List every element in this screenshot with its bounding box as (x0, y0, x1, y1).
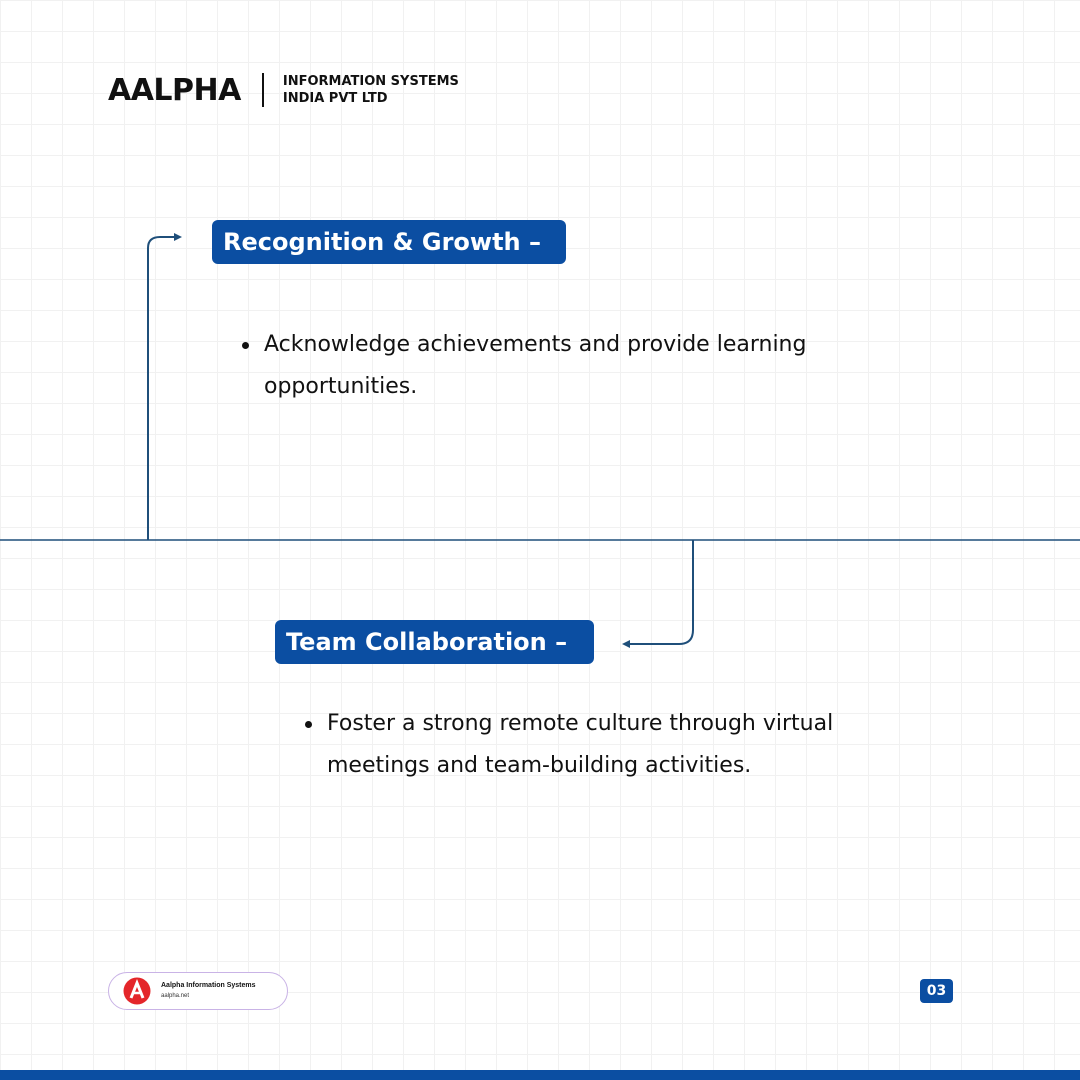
footer-company-card[interactable] (108, 972, 288, 1010)
arrow-line-2 (630, 540, 693, 644)
footer-website-link[interactable]: aalpha.net (161, 993, 190, 999)
list-item (305, 703, 885, 787)
bullet-text: Acknowledge achievements and provide learning opportunities. (264, 332, 807, 399)
arrow-head-right-icon (174, 233, 182, 241)
footer-company-name: Aalpha Information Systems (161, 982, 256, 989)
bullet-list-collaboration (305, 703, 885, 787)
section-title-recognition: Recognition & Growth – (212, 220, 566, 264)
aalpha-logo-icon (123, 977, 151, 1005)
arrow-head-left-icon (622, 640, 630, 648)
arrow-line-1 (148, 237, 176, 540)
bullet-list-recognition (242, 324, 822, 408)
bottom-accent-bar (0, 1070, 1080, 1080)
bullet-text: Foster a strong remote culture through virtual meetings and team-building activities. (327, 711, 834, 778)
brand-subtitle-line-2: INDIA PVT LTD (282, 91, 388, 106)
list-item (242, 324, 822, 408)
section-title-collaboration: Team Collaboration – (275, 620, 594, 664)
brand-subtitle-line-1: INFORMATION SYSTEMS (282, 74, 459, 89)
bullet-dot (305, 721, 312, 728)
brand-name: AALPHA (108, 72, 241, 108)
bullet-dot (242, 342, 249, 349)
page-number-badge: 03 (920, 979, 953, 1003)
